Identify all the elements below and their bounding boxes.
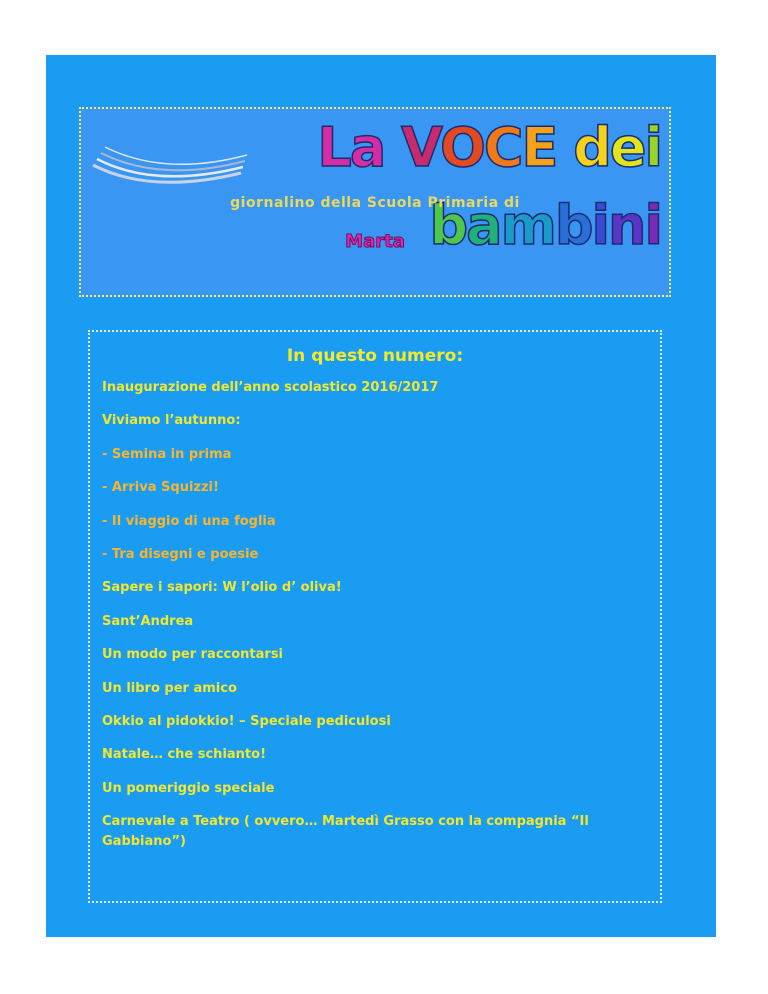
masthead-letter — [384, 116, 401, 179]
contents-item: Viviamo l’autunno: — [102, 413, 241, 429]
masthead-letter: n — [608, 194, 645, 257]
contents-item: Sant’Andrea — [102, 613, 194, 629]
masthead-letter: i — [644, 116, 661, 179]
masthead-letter: L — [317, 116, 350, 179]
contents-item: - Arriva Squizzi! — [102, 480, 219, 496]
contents-box — [88, 330, 662, 903]
masthead-letter: i — [644, 194, 661, 257]
masthead-letter: b — [429, 194, 467, 257]
contents-item: - Semina in prima — [102, 446, 232, 462]
contents-list — [102, 378, 647, 865]
masthead-letter: b — [554, 194, 592, 257]
masthead-letter: d — [573, 116, 610, 179]
masthead-letter: e — [609, 116, 645, 179]
contents-item: - Il viaggio di una foglia — [102, 513, 276, 529]
contents-item: Sapere i sapori: W l’olio d’ oliva! — [102, 580, 342, 596]
contents-item: Natale… che schianto! — [102, 747, 266, 763]
masthead-letter: C — [483, 116, 522, 179]
masthead-letter: a — [349, 116, 385, 179]
contents-item: Okkio al pidokkio! – Speciale pediculosi — [102, 713, 391, 729]
contents-item: Un modo per raccontarsi — [102, 647, 284, 663]
masthead-letter: m — [500, 194, 555, 257]
masthead-subtitle: giornalino della Scuola Primaria di — [230, 195, 520, 211]
contents-item: Un pomeriggio speciale — [102, 780, 275, 796]
contents-item: - Tra disegni e poesie — [102, 546, 259, 562]
masthead-letter: O — [439, 116, 484, 179]
contents-title: In questo numero: — [286, 346, 464, 366]
contents-item: Carnevale a Teatro ( ovvero… Martedì Grasso con la compagnia “Il Gabbiano”) — [102, 814, 589, 850]
contents-item: Un libro per amico — [102, 680, 237, 696]
newsletter-cover — [46, 55, 716, 937]
masthead-letter: E — [521, 116, 557, 179]
masthead-letter — [556, 116, 573, 179]
masthead-box — [79, 107, 671, 297]
masthead-letter: V — [401, 116, 440, 179]
masthead-letter: i — [591, 194, 609, 257]
contents-item: Inaugurazione dell’anno scolastico 2016/2017 — [102, 380, 439, 395]
masthead-letter: a — [466, 194, 501, 257]
school-name: Marta — [345, 231, 405, 252]
